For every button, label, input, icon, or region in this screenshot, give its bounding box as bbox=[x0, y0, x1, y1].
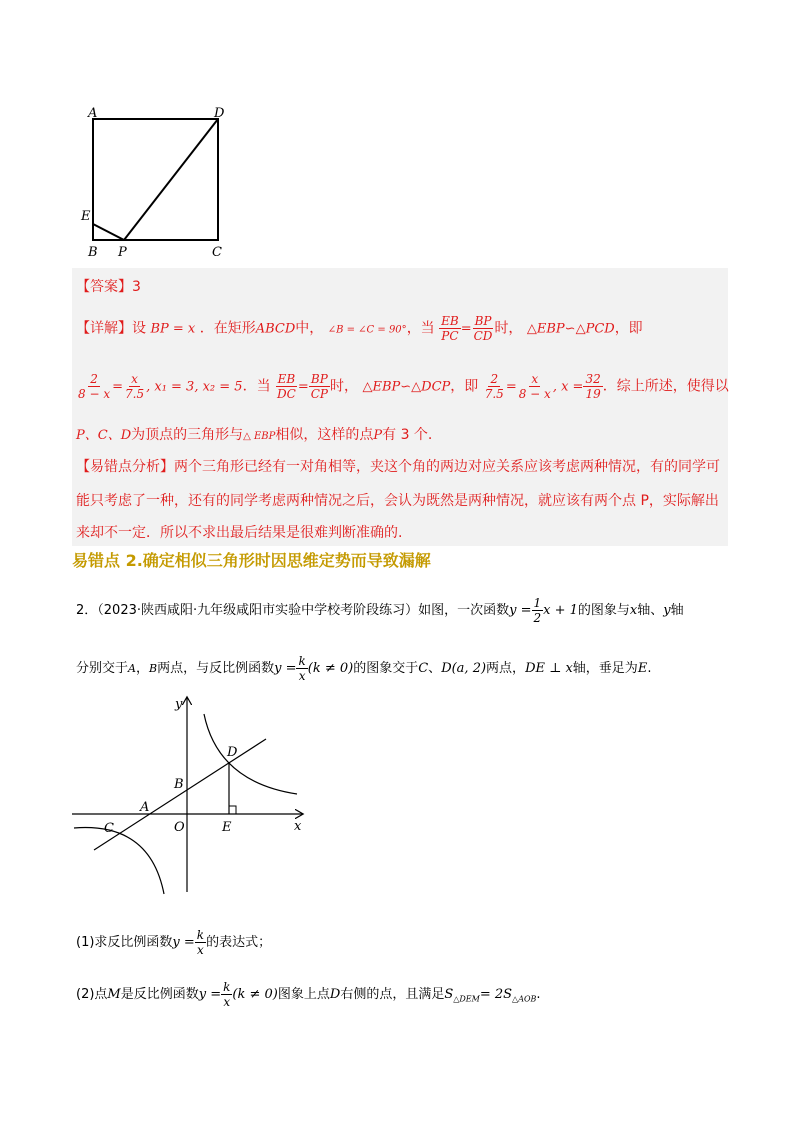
question-text: 图象上点 bbox=[277, 987, 330, 1002]
question-text: (1)求反比例函数 bbox=[76, 935, 173, 950]
detail-math: △EBP∽△PCD bbox=[526, 321, 615, 337]
numerator: x bbox=[531, 372, 539, 386]
rectangle-abcd bbox=[93, 119, 218, 240]
detail-tag: 【详解】 bbox=[76, 320, 132, 337]
question-text: 轴 bbox=[670, 603, 684, 618]
denominator: PC bbox=[441, 329, 459, 343]
fraction bbox=[309, 372, 330, 401]
question-text: 右侧的点，且满足 bbox=[340, 987, 445, 1002]
denominator: 8 − x bbox=[78, 387, 111, 401]
label-a: A bbox=[88, 106, 98, 121]
hyperbola-branch-right bbox=[204, 714, 297, 794]
question-2-line-2 bbox=[76, 654, 651, 683]
analysis-tag: 【易错点分析】 bbox=[76, 459, 174, 475]
label-x: x bbox=[294, 819, 302, 834]
detail-line-2 bbox=[76, 372, 729, 401]
question-text: . bbox=[536, 987, 541, 1002]
question-text: 是反比例函数 bbox=[120, 987, 199, 1002]
detail-text: ．在矩形 bbox=[199, 320, 256, 337]
analysis-text: 来却不一定．所以不求出最后结果是很难判断准确的. bbox=[76, 525, 403, 541]
fraction bbox=[532, 596, 544, 625]
numerator: 2 bbox=[90, 372, 98, 386]
question-text: 、 bbox=[428, 661, 442, 676]
numerator: k bbox=[196, 928, 205, 942]
detail-math: P bbox=[373, 428, 383, 443]
label-d: D bbox=[214, 106, 225, 121]
denominator: 8 − x bbox=[518, 387, 551, 401]
numerator: k bbox=[298, 654, 306, 668]
question-math: y = bbox=[509, 603, 532, 618]
question-text: 两点， bbox=[486, 661, 526, 676]
question-2-line-1 bbox=[76, 596, 684, 625]
numerator: 2 bbox=[490, 372, 499, 386]
detail-math: ABCD bbox=[255, 321, 296, 337]
question-text: 两点，与反比例函数 bbox=[157, 661, 275, 676]
sub-question-1 bbox=[76, 928, 271, 957]
analysis-text: 能只考虑了一种，还有的同学考虑两种情况之后，会认为既然是两种情况，就应该有两个点 P，实际解出 bbox=[76, 493, 719, 509]
detail-math: BP = x bbox=[150, 321, 196, 337]
question-text: 轴、 bbox=[637, 603, 664, 618]
detail-text: 相似，这样的点 bbox=[275, 427, 374, 443]
label-c: C bbox=[212, 245, 222, 260]
question-math: D bbox=[329, 987, 341, 1002]
fraction bbox=[583, 372, 602, 401]
analysis-line-3 bbox=[76, 522, 402, 542]
question-text: 的图象交于 bbox=[353, 661, 419, 676]
question-text: ， bbox=[135, 661, 149, 676]
numerator: EB bbox=[441, 314, 459, 328]
detail-line-1 bbox=[76, 314, 643, 343]
detail-math: P、C、D bbox=[76, 428, 132, 443]
detail-math: , x = bbox=[552, 379, 584, 395]
question-math: B bbox=[148, 662, 158, 675]
label-p: P bbox=[118, 245, 127, 260]
coordinate-figure bbox=[70, 690, 320, 900]
detail-math: ∠B = ∠C = 90° bbox=[327, 324, 407, 336]
question-math: = 2S bbox=[479, 987, 513, 1002]
fraction bbox=[483, 372, 506, 401]
question-math: y = bbox=[172, 935, 195, 950]
numerator: x bbox=[131, 372, 138, 386]
denominator: 7.5 bbox=[125, 387, 145, 401]
analysis-line-1 bbox=[76, 456, 720, 476]
fraction bbox=[296, 654, 307, 683]
denominator: 2 bbox=[533, 611, 542, 625]
denominator: x bbox=[223, 995, 231, 1009]
detail-text: 设 bbox=[132, 320, 146, 337]
fraction bbox=[472, 314, 495, 343]
answer-line bbox=[76, 276, 141, 296]
label-b: B bbox=[174, 777, 184, 792]
detail-text: 时， bbox=[494, 320, 523, 337]
detail-text: ，当 bbox=[406, 320, 435, 337]
question-math: M bbox=[107, 987, 121, 1002]
question-text: . bbox=[647, 661, 652, 676]
denominator: DC bbox=[277, 387, 296, 401]
label-c: C bbox=[104, 821, 114, 836]
answer-tag: 【答案】 bbox=[76, 279, 132, 295]
segment-ep bbox=[93, 224, 124, 240]
question-math: y = bbox=[274, 661, 297, 676]
numerator: 1 bbox=[533, 596, 542, 610]
analysis-line-2 bbox=[76, 490, 719, 510]
denominator: 19 bbox=[585, 387, 601, 401]
fraction bbox=[517, 372, 553, 401]
question-math: x bbox=[629, 603, 638, 618]
question-text: 分别交于 bbox=[76, 661, 129, 676]
detail-math: △ EBP bbox=[243, 431, 276, 442]
denominator: x bbox=[197, 943, 204, 957]
question-math: (k ≠ 0) bbox=[307, 661, 354, 676]
label-e: E bbox=[222, 820, 232, 835]
right-angle-marker bbox=[229, 806, 236, 814]
fraction bbox=[275, 372, 298, 401]
numerator: 32 bbox=[585, 372, 601, 386]
equals-sign: = bbox=[297, 379, 309, 395]
sub-question-2 bbox=[76, 980, 541, 1009]
fraction bbox=[76, 372, 112, 401]
numerator: k bbox=[223, 980, 231, 994]
fraction bbox=[195, 928, 206, 957]
numerator: EB bbox=[277, 372, 296, 386]
denominator: CD bbox=[473, 329, 493, 343]
detail-math: , x₁ = 3, x₂ = 5 bbox=[146, 379, 243, 395]
label-b: B bbox=[88, 245, 98, 260]
detail-text: 中， bbox=[295, 320, 324, 337]
detail-text: 为顶点的三角形与 bbox=[131, 427, 244, 443]
section-title: 易错点 2.确定相似三角形时因思维定势而导致漏解 bbox=[72, 551, 431, 570]
denominator: 7.5 bbox=[484, 387, 504, 401]
equals-sign: = bbox=[112, 379, 123, 395]
label-o: O bbox=[174, 820, 185, 835]
question-subscript: △AOB bbox=[512, 994, 537, 1004]
detail-text: 时， bbox=[330, 378, 359, 395]
fraction bbox=[439, 314, 461, 343]
label-a: A bbox=[140, 800, 150, 815]
numerator: BP bbox=[474, 314, 492, 328]
detail-text: ．当 bbox=[242, 378, 271, 395]
question-subscript: △DEM bbox=[453, 994, 480, 1004]
numerator: BP bbox=[310, 372, 328, 386]
question-math: x + 1 bbox=[543, 603, 578, 618]
question-text: 的图象与 bbox=[577, 603, 630, 618]
question-math: y = bbox=[198, 987, 222, 1002]
question-text: 轴，垂足为 bbox=[572, 661, 638, 676]
label-e: E bbox=[81, 209, 91, 224]
detail-text: ，即 bbox=[614, 320, 643, 337]
hyperbola-branch-left bbox=[74, 828, 164, 894]
label-d: D bbox=[227, 745, 238, 760]
question-math: A bbox=[128, 662, 136, 675]
question-text: (2)点 bbox=[76, 987, 108, 1002]
question-math: S bbox=[444, 987, 454, 1002]
denominator: x bbox=[298, 669, 306, 683]
denominator: CP bbox=[310, 387, 329, 401]
label-y: y bbox=[175, 697, 183, 712]
detail-text: ，即 bbox=[450, 378, 479, 395]
detail-math: △EBP∽△DCP bbox=[362, 379, 451, 395]
question-text: 的表达式； bbox=[206, 935, 272, 950]
equals-sign: = bbox=[460, 321, 472, 337]
detail-text: 有 3 个. bbox=[382, 427, 433, 443]
segment-pd bbox=[124, 119, 218, 240]
detail-line-3 bbox=[76, 424, 432, 444]
question-math: y bbox=[663, 603, 671, 618]
question-math: D(a, 2) bbox=[441, 661, 487, 676]
detail-text: ．综上所述，使得以 bbox=[602, 378, 729, 395]
fraction bbox=[221, 980, 232, 1009]
fraction bbox=[123, 372, 146, 401]
question-math: DE ⊥ x bbox=[525, 661, 573, 676]
equals-sign: = bbox=[505, 379, 517, 395]
rectangle-figure bbox=[78, 104, 238, 264]
question-math: C bbox=[418, 661, 429, 676]
question-text: 2．（2023·陕西咸阳·九年级咸阳市实验中学校考阶段练习）如图，一次函数 bbox=[76, 603, 510, 618]
analysis-text: 两个三角形已经有一对角相等，夹这个角的两边对应关系应该考虑两种情况，有的同学可 bbox=[174, 459, 720, 475]
answer-value: 3 bbox=[132, 279, 141, 295]
question-math: E bbox=[637, 661, 648, 676]
question-math: (k ≠ 0) bbox=[232, 987, 278, 1002]
